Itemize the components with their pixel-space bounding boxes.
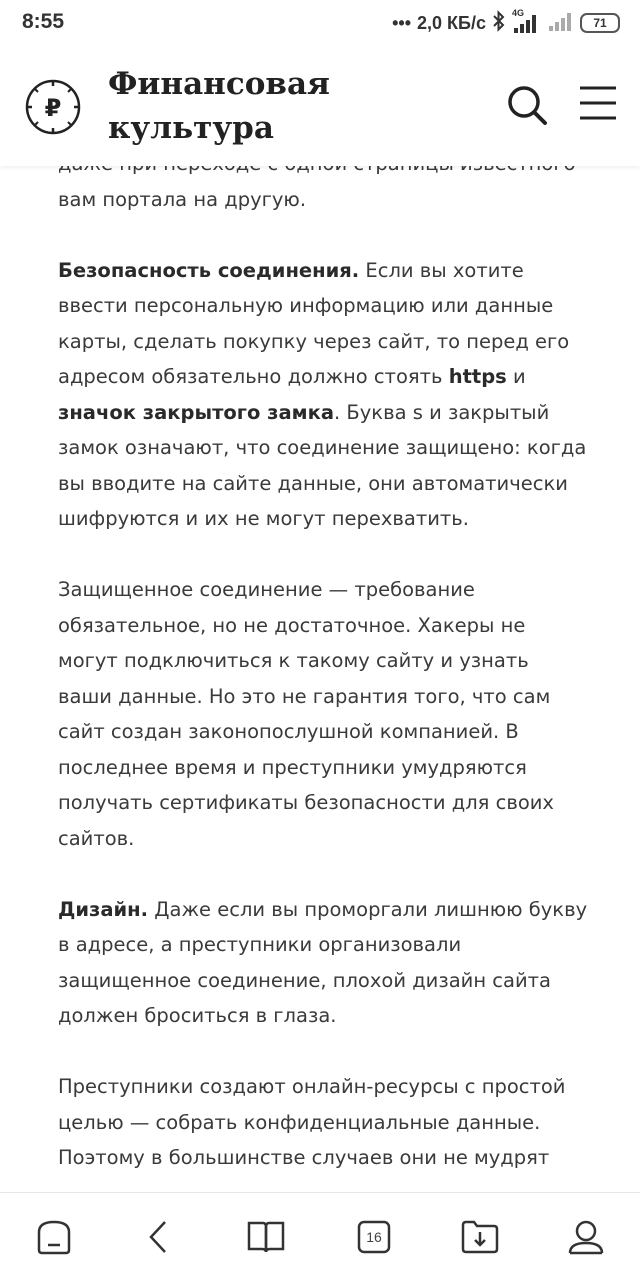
https-term: https (448, 365, 507, 388)
site-title[interactable] (108, 62, 388, 150)
ruble-logo-icon[interactable] (24, 78, 82, 136)
downloads-button[interactable] (458, 1215, 502, 1259)
status-bar (0, 0, 640, 46)
notification-dots: ••• (392, 12, 412, 33)
back-button[interactable] (136, 1215, 180, 1259)
home-button[interactable] (32, 1215, 76, 1259)
status-time: 8:55 (22, 10, 65, 33)
battery-level: 71 (593, 16, 607, 30)
menu-button[interactable] (578, 84, 618, 124)
hamburger-icon (578, 84, 618, 124)
search-icon (504, 82, 550, 128)
home-icon (35, 1218, 73, 1256)
network-speed: 2,0 КБ/с (417, 12, 486, 33)
article-scroll-area[interactable] (0, 146, 640, 1192)
site-title-line2: культура (108, 110, 274, 146)
tabs-count: 16 (366, 1229, 382, 1245)
bookmarks-button[interactable] (244, 1215, 288, 1259)
tabs-button[interactable] (352, 1215, 396, 1259)
signal-4g-icon (512, 8, 542, 34)
battery-icon (580, 13, 620, 33)
article-body (58, 146, 588, 1192)
site-header (0, 46, 640, 166)
paragraph-secure-connection: Защищенное соединение — требование обязательное, но не достаточное. Хакеры не могут подключиться к такому сайту и узнать ваши данные. Но это не гарантия того, что сам сайт создан законопослушной компанией. В последнее время и преступники умудряются получать сертификаты безопасности для своих сайтов. (58, 578, 554, 850)
chevron-left-icon (143, 1218, 173, 1256)
signal-icon (548, 10, 574, 37)
user-icon (566, 1218, 606, 1256)
paragraph-text: и (506, 365, 526, 388)
heading-design: Дизайн. (58, 897, 149, 921)
paragraph-design (58, 892, 588, 1034)
paragraph-criminals: Преступники создают онлайн-ресурсы с простой целью — собрать конфиденциальные данные. Поэтому в большинстве случаев они не мудрят (58, 1075, 566, 1169)
status-indicators (392, 8, 620, 38)
profile-button[interactable] (564, 1215, 608, 1259)
paragraph-connection-security (58, 253, 588, 537)
heading-connection-security: Безопасность соединения. (58, 258, 360, 282)
logo-symbol: ₽ (44, 94, 62, 122)
paragraph-text: Даже если вы проморгали лишнюю букву в адресе, а преступники организовали защищенное соединение, плохой дизайн сайта должен броситься в глаза. (58, 897, 588, 1027)
network-type-label: 4G (512, 8, 525, 18)
lock-term: значок закрытого замка (58, 400, 334, 424)
search-button[interactable] (504, 82, 550, 128)
book-icon (246, 1219, 286, 1255)
bluetooth-icon (492, 10, 506, 37)
paragraph-0: вам портала на другую. (58, 187, 307, 211)
paragraph-text: Если вы хотите ввести персональную информацию или данные карты, сделать покупку через сайт, то перед его адресом обязательно должно стоять (58, 258, 570, 388)
site-title-line1: Финансовая (108, 66, 330, 102)
download-folder-icon (460, 1219, 500, 1255)
paragraph-text: . Буква s и закрытый замок означают, что соединение защищено: когда вы вводите на сайте данные, они автоматически шифруются и их не могут перехватить. (58, 400, 587, 530)
browser-bottom-bar (0, 1192, 640, 1281)
